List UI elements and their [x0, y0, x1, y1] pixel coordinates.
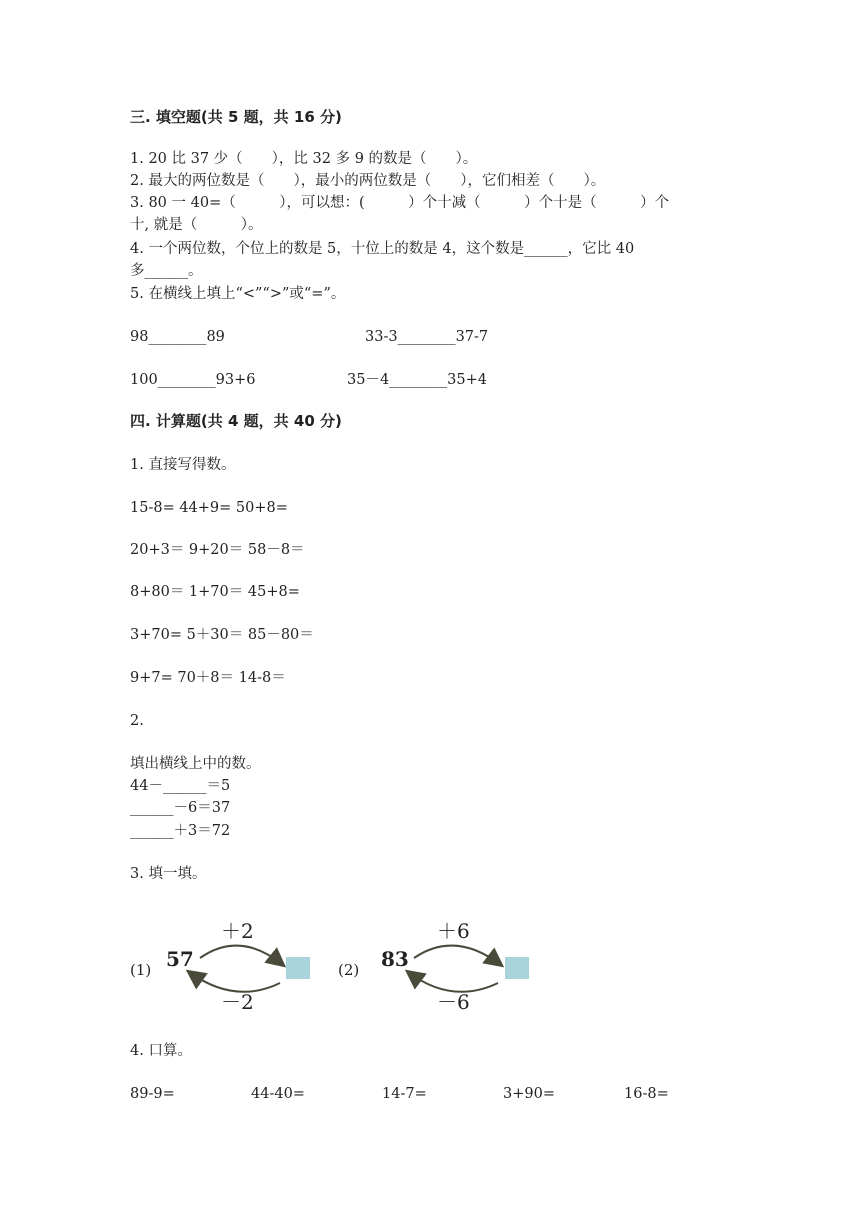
q1-title: 1. 直接写得数。: [130, 457, 236, 473]
q1-row: 9+7= 70＋8＝ 14-8＝: [130, 670, 286, 686]
question-5: 5. 在横线上填上“<”“>”或“=”。: [130, 286, 346, 302]
forward-operation: ＋2: [221, 919, 254, 943]
compare-item: 98________89: [130, 329, 225, 345]
q2-line: ______＋3＝72: [130, 823, 231, 839]
section-3-heading: 三. 填空题(共 5 题，共 16 分): [130, 108, 342, 126]
q2-line: 44－______＝5: [130, 778, 231, 794]
compare-item: 33-3________37-7: [365, 329, 489, 345]
question-4: 4. 一个两位数，个位上的数是 5，十位上的数是 4，这个数是______，它比 40: [130, 241, 635, 257]
q1-row: 20+3＝ 9+20＝ 58－8＝: [130, 542, 305, 558]
section-4-heading: 四. 计算题(共 4 题，共 40 分): [130, 412, 342, 430]
q3-title: 3. 填一填。: [130, 866, 207, 882]
q4-item: 89-9=: [130, 1086, 175, 1102]
q2-line: ______－6＝37: [130, 800, 231, 816]
question-3: 3. 80 一 40=（ ），可以想：( ）个十减（ ）个十是（ ）个: [130, 195, 670, 211]
backward-operation: －6: [437, 990, 470, 1014]
start-number: 83: [381, 947, 409, 971]
q4-item: 16-8=: [624, 1086, 669, 1102]
q4-item: 14-7=: [382, 1086, 427, 1102]
forward-operation: ＋6: [437, 919, 470, 943]
q4-title: 4. 口算。: [130, 1043, 192, 1059]
question-4-cont: 多______。: [130, 263, 203, 279]
question-3-cont: 十, 就是（ ）。: [130, 217, 263, 233]
q4-item: 44-40=: [251, 1086, 305, 1102]
q4-item: 3+90=: [503, 1086, 555, 1102]
diagram-label: (2): [338, 961, 360, 979]
compare-item: 35－4________35+4: [347, 372, 488, 388]
start-number: 57: [166, 947, 194, 971]
q1-row: 8+80＝ 1+70＝ 45+8=: [130, 584, 300, 600]
question-1: 1. 20 比 37 少（ ），比 32 多 9 的数是（ ）。: [130, 151, 478, 167]
compare-item: 100________93+6: [130, 372, 256, 388]
backward-operation: －2: [221, 990, 254, 1014]
q1-row: 15-8= 44+9= 50+8=: [130, 500, 288, 516]
q2-instruction: 填出横线上中的数。: [130, 756, 261, 772]
q1-row: 3+70= 5＋30＝ 85－80＝: [130, 627, 314, 643]
q2-number: 2.: [130, 713, 144, 729]
question-2: 2. 最大的两位数是（ ），最小的两位数是（ ），它们相差（ ）。: [130, 173, 606, 189]
diagram-label: (1): [130, 961, 152, 979]
